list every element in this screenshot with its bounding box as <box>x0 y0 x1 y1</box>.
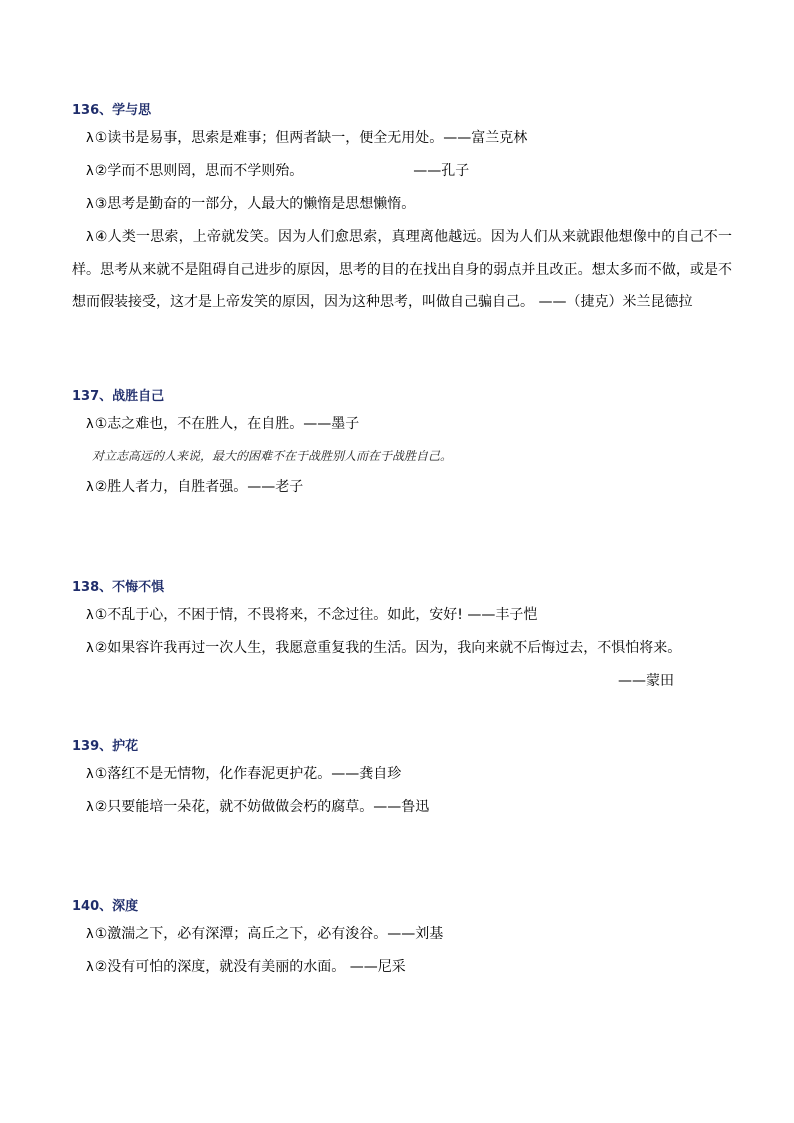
section-137 <box>72 386 732 504</box>
section-title: 深度 <box>112 899 139 914</box>
bullet-icon: λ <box>86 960 94 975</box>
section-number: 138 <box>72 580 100 595</box>
quote-item <box>72 408 732 441</box>
section-heading <box>72 896 732 918</box>
quote-item <box>72 122 732 155</box>
bullet-icon: λ <box>86 131 94 146</box>
quote-text: ④人类一思索，上帝就发笑。因为人们愈思索，真理离他越远。因为人们从来就跟他想像中的自己不一样。思考从来就不是阻碍自己进步的原因，思考的目的在找出自身的弱点并且改正。想太多而不做，或是不想而假装接受，这才是上帝发笑的原因，因为这种思考，叫做自己骗自己。 ——（捷克）米兰昆德拉 <box>72 229 732 310</box>
section-number: 137 <box>72 389 100 404</box>
bullet-icon: λ <box>86 197 94 212</box>
quote-text: ①落红不是无情物，化作春泥更护花。——龚自珍 <box>94 766 402 782</box>
section-title: 战胜自己 <box>112 389 165 404</box>
section-heading <box>72 577 732 599</box>
bullet-icon: λ <box>86 608 94 623</box>
section-separator: 、 <box>99 389 113 404</box>
quote-text: ①激湍之下，必有深潭；高丘之下，必有浚谷。——刘基 <box>94 926 444 942</box>
quote-text: ③思考是勤奋的一部分，人最大的懒惰是思想懒惰。 <box>94 196 416 212</box>
section-number: 139 <box>72 739 100 754</box>
section-138 <box>72 577 732 697</box>
quote-text: ①不乱于心，不困于情，不畏将来，不念过往。如此，安好! ——丰子恺 <box>94 607 538 623</box>
quote-item <box>72 951 732 984</box>
section-139 <box>72 736 732 824</box>
quote-text: ①读书是易事，思索是难事；但两者缺一，便全无用处。——富兰克林 <box>94 130 528 146</box>
section-separator: 、 <box>99 899 113 914</box>
bullet-icon: λ <box>86 230 94 245</box>
bullet-icon: λ <box>86 641 94 656</box>
bullet-icon: λ <box>86 417 94 432</box>
quote-item <box>72 471 732 504</box>
section-136 <box>72 100 732 318</box>
section-heading <box>72 736 732 758</box>
section-140 <box>72 896 732 984</box>
quote-text: ①志之难也，不在胜人，在自胜。——墨子 <box>94 416 360 432</box>
bullet-icon: λ <box>86 767 94 782</box>
section-title: 不悔不惧 <box>112 580 165 595</box>
section-number: 136 <box>72 103 100 118</box>
bullet-icon: λ <box>86 480 94 495</box>
quote-item <box>72 918 732 951</box>
section-separator: 、 <box>99 739 113 754</box>
quote-author: ——蒙田 <box>618 673 674 689</box>
quote-item <box>72 188 732 221</box>
bullet-icon: λ <box>86 164 94 179</box>
section-heading <box>72 386 732 408</box>
section-separator: 、 <box>99 580 113 595</box>
bullet-icon: λ <box>86 800 94 815</box>
quote-item <box>72 221 732 318</box>
quote-text: ②学而不思则罔，思而不学则殆。 <box>94 163 304 179</box>
quote-item <box>72 599 732 632</box>
bullet-icon: λ <box>86 927 94 942</box>
quote-text: ②没有可怕的深度，就没有美丽的水面。 ——尼采 <box>94 959 406 975</box>
quote-item <box>72 791 732 824</box>
section-separator: 、 <box>99 103 113 118</box>
quote-author: ——孔子 <box>413 163 470 179</box>
section-number: 140 <box>72 899 100 914</box>
section-heading <box>72 100 732 122</box>
section-title: 护花 <box>112 739 139 754</box>
quote-note: 对立志高远的人来说，最大的困难不在于战胜别人而在于战胜自己。 <box>92 449 453 463</box>
quote-item <box>72 758 732 791</box>
quote-item <box>72 155 732 188</box>
quote-text: ②如果容许我再过一次人生，我愿意重复我的生活。因为，我向来就不后悔过去，不惧怕将来。 <box>94 640 682 656</box>
section-title: 学与思 <box>112 103 152 118</box>
quote-text: ②胜人者力，自胜者强。——老子 <box>94 479 304 495</box>
quote-text: ②只要能培一朵花，就不妨做做会朽的腐草。——鲁迅 <box>94 799 430 815</box>
quote-item <box>72 632 732 665</box>
